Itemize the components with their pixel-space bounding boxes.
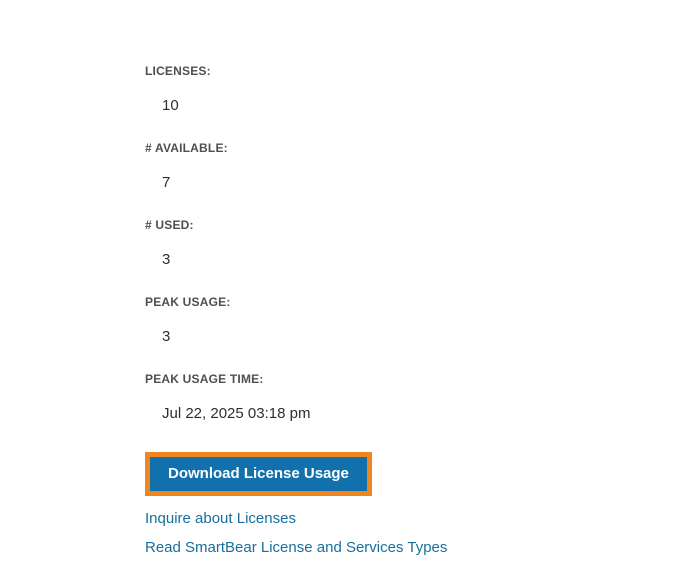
field-licenses (145, 64, 665, 115)
licenses-label: LICENSES: (145, 64, 211, 78)
used-label: # USED: (145, 218, 194, 232)
licenses-value: 10 (162, 97, 179, 114)
field-peak-usage (145, 295, 665, 346)
annotation-highlight (145, 452, 372, 496)
available-label: # AVAILABLE: (145, 141, 228, 155)
read-smartbear-license-types-link[interactable]: Read SmartBear License and Services Types (145, 539, 448, 556)
peak-usage-time-label: PEAK USAGE TIME: (145, 372, 264, 386)
field-available (145, 141, 665, 192)
available-value: 7 (162, 174, 171, 191)
download-license-usage-button[interactable]: Download License Usage (150, 457, 367, 491)
peak-usage-time-value: Jul 22, 2025 03:18 pm (162, 405, 311, 422)
field-peak-usage-time (145, 372, 665, 423)
license-info-panel (145, 64, 665, 568)
field-used (145, 218, 665, 269)
license-links (145, 510, 665, 557)
peak-usage-value: 3 (162, 328, 171, 345)
used-value: 3 (162, 251, 171, 268)
peak-usage-label: PEAK USAGE: (145, 295, 231, 309)
inquire-about-licenses-link[interactable]: Inquire about Licenses (145, 510, 296, 527)
